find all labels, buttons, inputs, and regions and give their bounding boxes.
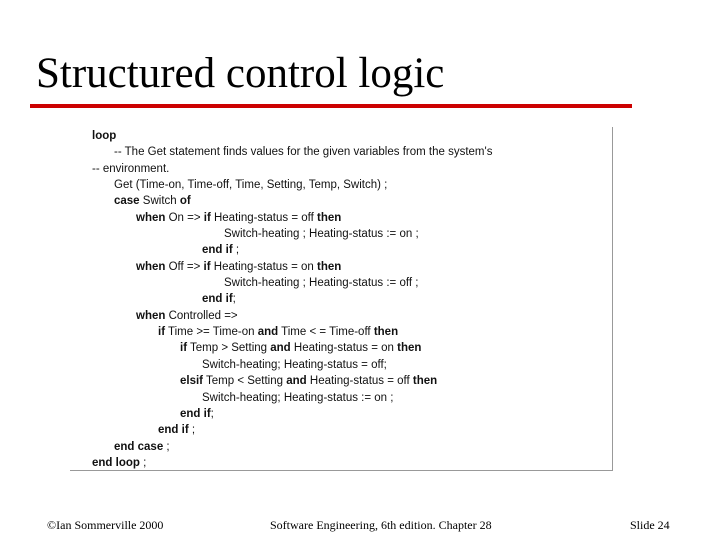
code-text: Time < = Time-off [278,326,374,339]
code-line [92,193,492,209]
code-keyword: then [412,375,438,388]
code-line [92,161,492,177]
code-keyword: when [136,309,166,322]
footer-copyright: ©Ian Sommerville 2000 [47,518,164,532]
code-text: Switch-heating; Heating-status = off; [202,358,387,371]
code-text: Switch-heating ; Heating-status := on ; [224,228,419,241]
code-keyword: if [180,342,188,355]
code-text: Switch-heating ; Heating-status := off ; [224,277,419,290]
code-line [92,259,492,275]
code-line [92,422,492,438]
code-keyword: when [136,260,166,273]
code-keyword: then [317,211,342,224]
code-line [92,177,492,193]
code-line [92,226,492,242]
code-text: Off => [165,260,204,273]
code-line [92,406,492,422]
code-text: -- The Get statement finds values for the given variables from the system's [114,146,493,159]
code-text: ; [188,424,196,437]
code-text: Temp < Setting [203,375,287,388]
code-text: Switch-heating; Heating-status := on ; [202,391,394,404]
code-line [92,324,492,340]
code-text: ; [163,440,170,453]
code-listing [92,128,492,471]
code-line [92,455,492,471]
code-text: ; [232,293,236,306]
code-line [92,373,492,389]
code-text: Get (Time-on, Time-off, Time, Setting, Temp, Switch) ; [114,179,388,192]
code-keyword: end loop [92,456,140,469]
code-line [92,291,492,307]
code-keyword: when [136,211,166,224]
code-keyword: case [114,195,140,208]
code-text: Heating-status = on [210,260,318,273]
code-text: ; [232,244,240,257]
code-text: Switch [139,195,180,208]
code-text: Heating-status = off [306,375,413,388]
title-underline [30,104,632,108]
code-keyword: elsif [180,375,204,388]
code-text: Heating-status = on [290,342,398,355]
code-line [92,340,492,356]
code-keyword: loop [92,130,117,142]
code-keyword: and [257,326,279,339]
code-text: Temp > Setting [187,342,271,355]
code-keyword: and [286,375,307,388]
code-text: Controlled => [165,309,238,322]
code-keyword: end if [202,244,233,257]
code-keyword: of [179,195,191,208]
code-text: -- environment. [92,162,170,175]
code-text: Heating-status = off [210,211,318,224]
code-line [92,308,492,324]
code-keyword: then [317,260,342,273]
footer-slide-number: Slide 24 [630,518,670,532]
code-text: ; [210,407,214,420]
code-text: Time >= Time-on [165,326,258,339]
code-text: On => [165,211,204,224]
code-keyword: end if [180,407,211,420]
code-keyword: if [158,326,166,339]
code-line [92,275,492,291]
code-keyword: and [270,342,291,355]
code-keyword: end if [158,424,189,437]
code-keyword: end case [114,440,164,453]
code-keyword: if [203,260,211,273]
code-line [92,144,492,160]
code-keyword: if [203,211,211,224]
footer-book: Software Engineering, 6th edition. Chapter 28 [270,518,492,532]
code-line [92,242,492,258]
code-keyword: then [373,326,399,339]
code-line [92,390,492,406]
code-keyword: then [397,342,422,355]
code-text: ; [139,456,147,469]
code-line [92,357,492,373]
code-line [92,210,492,226]
slide-title: Structured control logic [36,50,445,97]
code-line [92,439,492,455]
code-line [92,128,492,144]
code-keyword: end if [202,293,233,306]
